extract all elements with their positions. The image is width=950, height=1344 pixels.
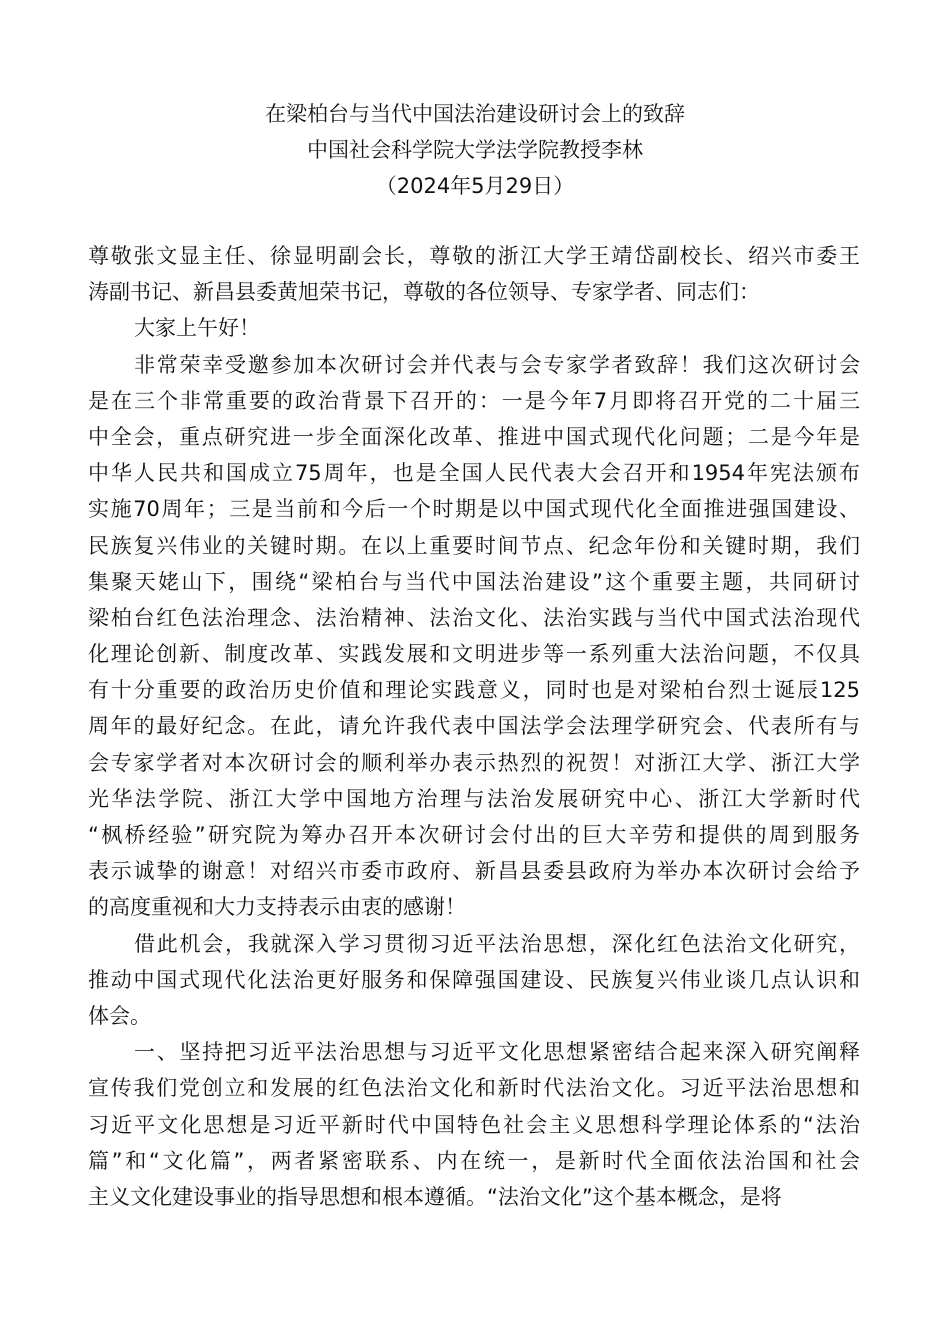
paragraph-line: 一、坚持把习近平法治思想与习近平文化思想紧密结合起来深入研究阐释 <box>134 1040 860 1065</box>
paragraph-line: 实施70周年；三是当前和今后一个时期是以中国式现代化全面推进强国建设、 <box>88 497 860 522</box>
paragraph <box>88 1034 860 1215</box>
document-header <box>0 96 950 204</box>
paragraph-line: 的高度重视和大力支持表示由衷的感谢！ <box>88 895 466 920</box>
paragraph-line: 大家上午好！ <box>134 316 260 341</box>
paragraph-line: 主义文化建设事业的指导思想和根本遵循。“法治文化”这个基本概念，是将 <box>88 1184 782 1209</box>
document-body <box>88 238 860 1215</box>
paragraph-line: 涛副书记、新昌县委黄旭荣书记，尊敬的各位领导、专家学者、同志们： <box>88 280 760 305</box>
document-title: 在梁柏台与当代中国法治建设研讨会上的致辞 <box>265 102 685 126</box>
paragraph-line: 周年的最好纪念。在此，请允许我代表中国法学会法理学研究会、代表所有与 <box>88 714 860 739</box>
paragraph <box>88 347 860 926</box>
paragraph-line: 光华法学院、浙江大学中国地方治理与法治发展研究中心、浙江大学新时代 <box>88 786 860 811</box>
paragraph-line: 会专家学者对本次研讨会的顺利举办表示热烈的祝贺！对浙江大学、浙江大学 <box>88 750 860 775</box>
paragraph-line: 中华人民共和国成立75周年，也是全国人民代表大会召开和1954年宪法颁布 <box>88 461 860 486</box>
paragraph-line: 集聚天姥山下，围绕“梁柏台与当代中国法治建设”这个重要主题，共同研讨 <box>88 569 860 594</box>
paragraph-line: 中全会，重点研究进一步全面深化改革、推进中国式现代化问题；二是今年是 <box>88 424 860 449</box>
paragraph-line: 体会。 <box>88 1003 151 1028</box>
paragraph <box>88 310 860 346</box>
paragraph-line: 是在三个非常重要的政治背景下召开的：一是今年7月即将召开党的二十届三 <box>88 388 860 413</box>
paragraph-line: 民族复兴伟业的关键时期。在以上重要时间节点、纪念年份和关键时期，我们 <box>88 533 860 558</box>
paragraph-line: 篇”和“文化篇”，两者紧密联系、内在统一，是新时代全面依法治国和社会 <box>88 1148 860 1173</box>
paragraph-line: 借此机会，我就深入学习贯彻习近平法治思想，深化红色法治文化研究， <box>134 931 860 956</box>
document-date: （2024年5月29日） <box>375 174 575 198</box>
paragraph-line: 宣传我们党创立和发展的红色法治文化和新时代法治文化。习近平法治思想和 <box>88 1076 860 1101</box>
paragraph-line: “枫桥经验”研究院为筹办召开本次研讨会付出的巨大辛劳和提供的周到服务 <box>88 823 860 847</box>
paragraph-line: 梁柏台红色法治理念、法治精神、法治文化、法治实践与当代中国式法治现代 <box>88 605 860 630</box>
paragraph-line: 习近平文化思想是习近平新时代中国特色社会主义思想科学理论体系的“法治 <box>88 1112 860 1137</box>
paragraph-line: 有十分重要的政治历史价值和理论实践意义，同时也是对梁柏台烈士诞辰125 <box>88 678 860 703</box>
document-author: 中国社会科学院大学法学院教授李林 <box>307 138 643 162</box>
paragraph-line: 推动中国式现代化法治更好服务和保障强国建设、民族复兴伟业谈几点认识和 <box>88 967 860 992</box>
paragraph-line: 化理论创新、制度改革、实践发展和文明进步等一系列重大法治问题，不仅具 <box>88 642 860 667</box>
paragraph-line: 非常荣幸受邀参加本次研讨会并代表与会专家学者致辞！我们这次研讨会 <box>134 352 860 377</box>
paragraph-line: 表示诚挚的谢意！对绍兴市委市政府、新昌县委县政府为举办本次研讨会给予 <box>88 859 860 884</box>
paragraph-line: 尊敬张文显主任、徐显明副会长，尊敬的浙江大学王靖岱副校长、绍兴市委王 <box>88 244 860 268</box>
paragraph <box>88 926 860 1035</box>
paragraph <box>88 238 860 310</box>
